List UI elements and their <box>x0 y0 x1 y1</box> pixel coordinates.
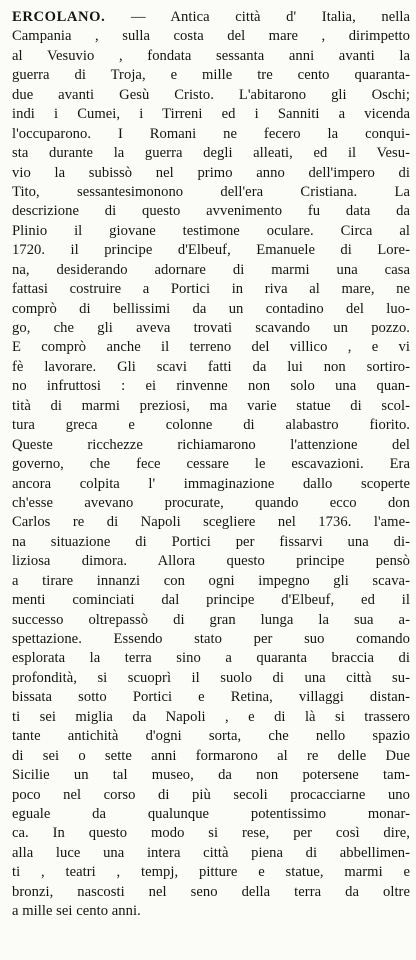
article-line: tità di marmi preziosi, ma varie statue di scol- <box>12 397 410 414</box>
article-line: profondità, si scuoprì il suolo di una città su- <box>12 669 410 686</box>
article-line: ca. In questo modo si rese, per così dire, <box>12 825 410 842</box>
article-line: due avanti Gesù Cristo. L'abitarono gli Oschi; <box>12 86 410 103</box>
article-line: alla luce una intera città piena di abbellimen- <box>12 844 410 861</box>
article-line: ancora colpita l' immaginazione dallo scoperte <box>12 475 410 492</box>
article-line: tante antichità d'ogni sorta, che nello spazio <box>12 728 410 745</box>
article-line: spettazione. Essendo stato per suo comando <box>12 631 410 647</box>
article-line: indi i Cumei, i Tirreni ed i Sanniti a vicenda <box>12 106 410 123</box>
article-line: ti sei miglia da Napoli , e di là si trassero <box>12 708 410 725</box>
article-line: ti , teatri , tempj, pitture e statue, marmi e <box>12 864 410 881</box>
article-line: Plinio il giovane testimone oculare. Circa al <box>12 222 410 239</box>
article-line: 1720. il principe d'Elbeuf, Emanuele di Lore- <box>12 242 410 259</box>
article-line-1-text: — Antica città d' Italia, nella <box>105 9 410 25</box>
article-line: Tito, sessantesimonono dell'era Cristiana. La <box>12 183 410 200</box>
article-line: na situazione di Portici per fissarvi una di- <box>12 533 410 550</box>
article-line: eguale da qualunque potentissimo monar- <box>12 805 410 822</box>
article-line: governo, che fece cessare le escavazioni. Era <box>12 456 410 473</box>
article-line: al Vesuvio , fondata sessanta anni avanti la <box>12 47 410 64</box>
article-line: no infruttosi : ei rinvenne non solo una quan- <box>12 378 410 395</box>
article-line: Campania , sulla costa del mare , dirimpetto <box>12 28 410 45</box>
article-line: E comprò anche il terreno del villico , e vi <box>12 339 410 356</box>
article-line-1 <box>12 8 410 27</box>
article-line: bronzi, nascosti nel seno della terra da oltre <box>12 883 410 900</box>
article-line: Sicilie un tal museo, da non potersene tam- <box>12 767 410 784</box>
article-line: descrizione di questo avvenimento fu data da <box>12 203 410 220</box>
article-headword: ERCOLANO. <box>12 9 106 25</box>
article-line: sta durante la guerra degli alleati, ed il Vesu- <box>12 145 410 162</box>
article-line: a tirare innanzi con ogni impegno gli scava- <box>12 572 410 589</box>
article-line: esplorata la terra sino a quaranta braccia di <box>12 650 410 667</box>
article-line: liziosa dimora. Allora questo principe pensò <box>12 553 410 570</box>
article-line-last: a mille sei cento anni. <box>12 903 141 920</box>
article-line: bissata sotto Portici e Retina, villaggi distan- <box>12 689 410 706</box>
article-line: successo oltrepassò di gran lunga la sua a- <box>12 611 410 628</box>
article-line: guerra di Troja, e mille tre cento quaranta- <box>12 67 410 84</box>
article-line: Carlos re di Napoli scegliere nel 1736. l'ame- <box>12 514 410 531</box>
article-line: vio la subissò nel primo anno dell'impero di <box>12 164 410 181</box>
article-line: fè lavorare. Gli scavi fatti da lui non sortiro- <box>12 358 410 375</box>
article-line: comprò di bellissimi da un contadino del luo- <box>12 300 410 317</box>
article-line: na, desiderando adornare di marmi una casa <box>12 261 410 278</box>
article-line: Queste ricchezze richiamarono l'attenzione del <box>12 436 410 453</box>
article-line: tura greca e colonne di alabastro fiorito. <box>12 417 410 434</box>
article-line: go, che gli aveva trovati scavando un pozzo. <box>12 320 410 336</box>
article-line: menti cominciati dal principe d'Elbeuf, ed il <box>12 592 410 609</box>
article-line: ch'esse avevano procurate, quando ecco don <box>12 494 410 511</box>
article-column <box>12 8 410 922</box>
article-line: l'occuparono. I Romani ne fecero la conqui- <box>12 125 410 142</box>
article-line: fattasi costruire a Portici in riva al mare, ne <box>12 281 410 298</box>
article-line: poco nel corso di più secoli procacciarne uno <box>12 786 410 803</box>
article-line: di sei o sette anni formarono al re delle Due <box>12 747 410 764</box>
